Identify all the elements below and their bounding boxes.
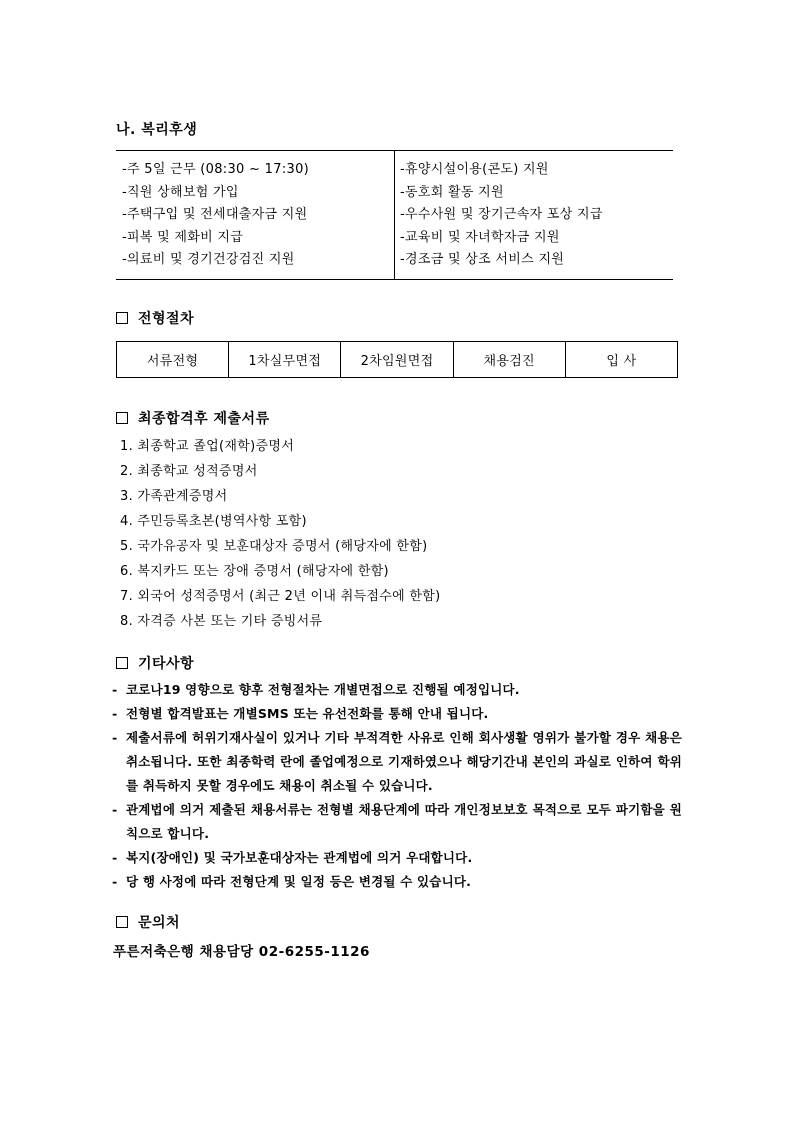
checkbox-square-icon [116,916,128,928]
documents-list [120,434,441,634]
process-steps-table [116,341,678,378]
checkbox-square-icon [116,657,128,669]
benefit-item: -우수사원 및 장기근속자 포상 지급 [400,207,603,222]
process-heading [116,308,194,328]
note-dash: - [112,730,118,745]
documents-heading-text: 최종합격후 제출서류 [138,411,270,427]
contact-heading-text: 문의처 [138,915,181,931]
note-text: 전형별 합격발표는 개별SMS 또는 유선전화를 통해 안내 됩니다. [126,706,489,721]
checkbox-square-icon [116,312,128,324]
note-item [112,846,682,870]
document-item: 6. 복지카드 또는 장애 증명서 (해당자에 한함) [120,564,389,579]
benefits-left-column [122,159,309,272]
benefit-item: -주택구입 및 전세대출자금 지원 [122,207,308,222]
checkbox-square-icon [116,412,128,424]
benefits-right-column [400,159,603,272]
benefits-heading [116,119,197,139]
document-item: 5. 국가유공자 및 보훈대상자 증명서 (해당자에 한함) [120,539,428,554]
notes-list [112,678,682,894]
document-item: 4. 주민등록초본(병역사항 포함) [120,514,307,529]
document-item: 2. 최종학교 성적증명서 [120,464,258,479]
benefit-item: -교육비 및 자녀학자금 지원 [400,229,560,245]
benefit-item: -피복 및 제화비 지급 [122,229,244,245]
contact-heading [116,912,180,932]
benefit-item: -경조금 및 상조 서비스 지원 [400,252,565,267]
note-text: 당 행 사정에 따라 전형단계 및 일정 등은 변경될 수 있습니다. [126,874,472,889]
document-item: 1. 최종학교 졸업(재학)증명서 [120,439,295,454]
process-step: 채용검진 [454,342,566,377]
document-item: 3. 가족관계증명서 [120,489,228,504]
process-step: 입 사 [606,354,637,369]
note-item [112,726,682,798]
note-item [112,870,682,894]
benefit-item: -휴양시설이용(콘도) 지원 [400,162,549,177]
documents-heading [116,408,270,428]
note-item [112,702,682,726]
process-heading-text: 전형절차 [138,311,195,327]
benefit-item: -직원 상해보험 가입 [122,184,239,200]
note-dash: - [112,850,118,865]
benefit-item: -의료비 및 경기건강검진 지원 [122,252,295,267]
document-item: 7. 외국어 성적증명서 (최근 2년 이내 취득점수에 한함) [120,589,441,604]
process-step: 2차임원면접 [341,342,453,377]
note-text: 제출서류에 허위기재사실이 있거나 기타 부적격한 사유로 인해 회사생활 영위가 불가할 경우 채용은 취소됩니다. 또한 최종학력 란에 졸업예정으로 기재하였으나 해당기간내 본인의 과실로 인하여 학위를 취득하지 못할 경우에도 채용이 취소될 수 있습니다. [126,730,682,793]
process-step: 서류전형 [117,342,229,377]
benefit-item: -주 5일 근무 (08:30 ~ 17:30) [122,162,310,177]
benefit-item: -동호회 활동 지원 [400,184,504,200]
notes-heading-text: 기타사항 [138,656,195,672]
benefits-table-divider [394,151,395,279]
benefits-table [116,150,673,280]
benefits-heading-text: 나. 복리후생 [116,122,198,138]
note-text: 복지(장애인) 및 국가보훈대상자는 관계법에 의거 우대합니다. [126,850,473,865]
note-item [112,798,682,846]
note-text: 코로나19 영향으로 향후 전형절차는 개별면접으로 진행될 예정입니다. [126,682,520,697]
note-dash: - [112,874,118,889]
note-dash: - [112,682,118,697]
note-dash: - [112,706,118,721]
notes-heading [116,653,194,673]
note-text: 관계법에 의거 제출된 채용서류는 전형별 채용단계에 따라 개인정보보호 목적으로 모두 파기함을 원칙으로 합니다. [126,802,682,841]
note-item [112,678,682,702]
document-item: 8. 자격증 사본 또는 기타 증빙서류 [120,614,323,629]
process-step: 1차실무면접 [229,342,341,377]
contact-info: 푸른저축은행 채용담당 02-6255-1126 [113,944,370,960]
note-dash: - [112,802,118,817]
